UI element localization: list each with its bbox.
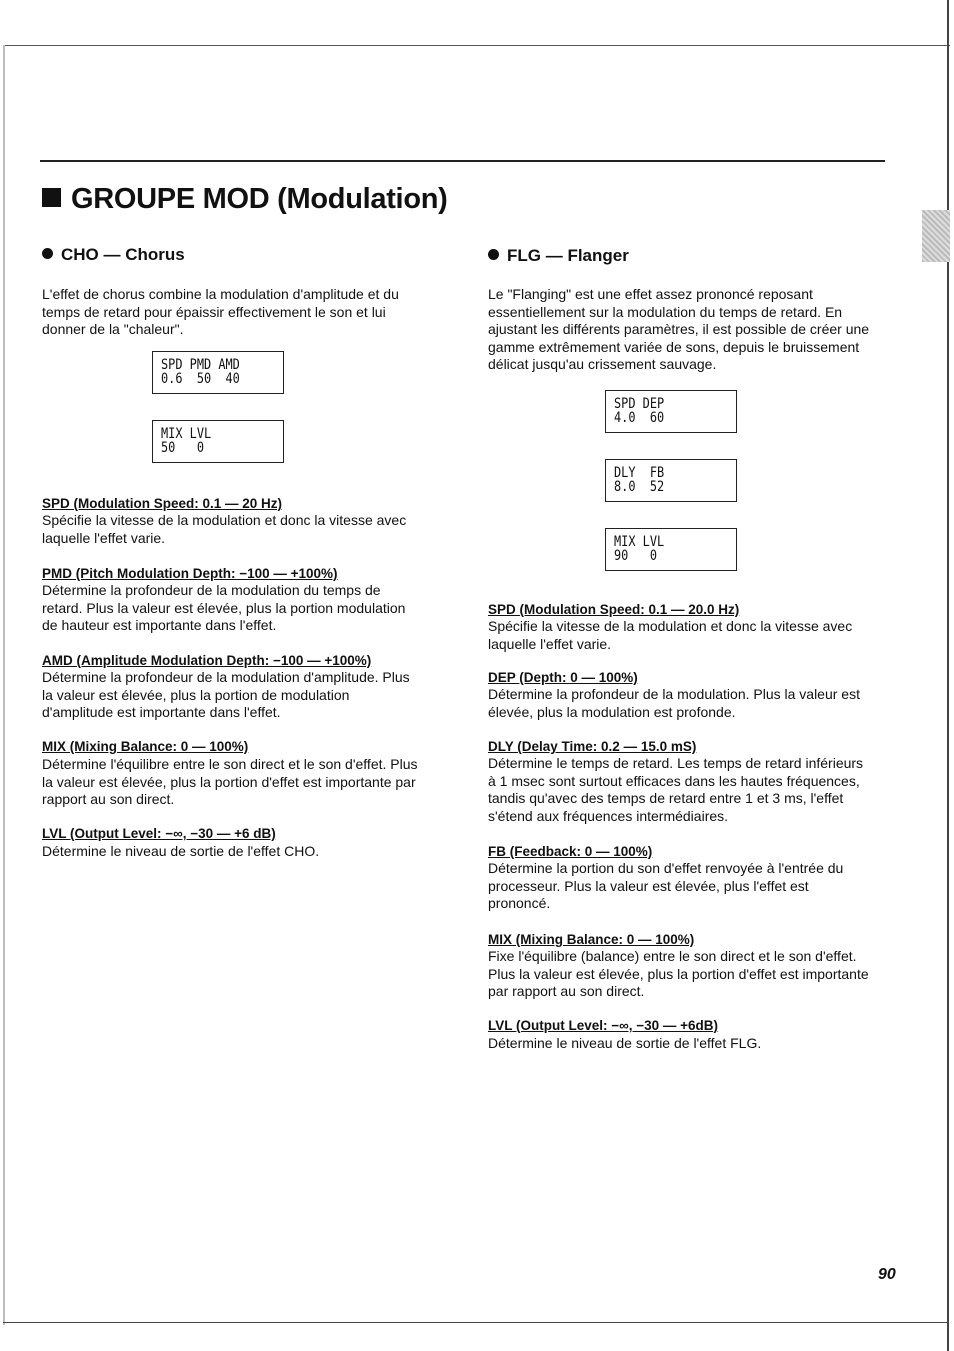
flg-dly-desc: Détermine le temps de retard. Les temps de retard inférieurs à 1 msec sont surtout efficaces dans les hautes fréquences, tandis qu'avec des temps de retard entre 1 et 3 ms, l'effet s'étend aux fréquences intermédiaires. (488, 755, 864, 824)
flg-mix-desc: Fixe l'équilibre (balance) entre le son direct et le son d'effet. Plus la valeur est élevée, plus la portion d'effet est importante par rapport au son direct. (488, 948, 869, 999)
scan-border-top (5, 45, 950, 46)
page-number: 90 (878, 1266, 896, 1283)
flg-heading: FLG — Flanger (488, 246, 629, 266)
cho-spd-label: SPD (Modulation Speed: 0.1 — 20 Hz) (42, 496, 283, 511)
flg-intro: Le "Flanging" est une effet assez prononcé reposant essentiellement sur la modulation du temps de retard. En ajustant les différents paramètres, il est possible de créer une gamme extrêmement variée de sons, depuis le bruissement délicat jusqu'au crissement sauvage. (488, 286, 870, 372)
page-title: GROUPE MOD (Modulation) (42, 183, 448, 216)
cho-amd-desc: Détermine la profondeur de la modulation d'amplitude. Plus la valeur est élevée, plus la portion de modulation d'amplitude est importante dans l'effet. (42, 669, 410, 720)
cho-amd-label: AMD (Amplitude Modulation Depth: −100 — +100%) (42, 653, 372, 668)
cho-lcd-spd-pmd-amd: SPD PMD AMD 0.6 50 40 (152, 351, 284, 394)
scan-border-left (3, 45, 5, 1325)
cho-lvl-label: LVL (Output Level: −∞, −30 — +6 dB) (42, 826, 276, 841)
cho-spd-desc: Spécifie la vitesse de la modulation et donc la vitesse avec laquelle l'effet varie. (42, 512, 407, 546)
flg-lvl-label: LVL (Output Level: −∞, −30 — +6dB) (488, 1018, 719, 1033)
flg-lcd-spd-dep: SPD DEP 4.0 60 (605, 390, 737, 433)
cho-mix-label: MIX (Mixing Balance: 0 — 100%) (42, 739, 249, 754)
flg-spd-desc: Spécifie la vitesse de la modulation et donc la vitesse avec laquelle l'effet varie. (488, 618, 853, 652)
scan-border-right (947, 0, 949, 1351)
cho-heading: CHO — Chorus (42, 245, 185, 265)
cho-pmd-desc: Détermine la profondeur de la modulation du temps de retard. Plus la valeur est élevée, plus la portion modulation de hauteur est importante dans l'effet. (42, 582, 406, 633)
flg-mix-label: MIX (Mixing Balance: 0 — 100%) (488, 932, 695, 947)
flg-lvl-desc: Détermine le niveau de sortie de l'effet FLG. (488, 1035, 762, 1051)
flg-fb-desc: Détermine la portion du son d'effet renvoyée à l'entrée du processeur. Plus la valeur est élevée, plus l'effet est prononcé. (488, 860, 844, 911)
round-bullet-icon (42, 248, 53, 259)
flg-dly-label: DLY (Delay Time: 0.2 — 15.0 mS) (488, 739, 697, 754)
flg-lcd-dly-fb: DLY FB 8.0 52 (605, 459, 737, 502)
section-rule (40, 160, 885, 162)
cho-pmd-label: PMD (Pitch Modulation Depth: −100 — +100%) (42, 566, 338, 581)
flg-spd-label: SPD (Modulation Speed: 0.1 — 20.0 Hz) (488, 602, 740, 617)
square-bullet-icon (42, 188, 61, 207)
cho-lcd-mix-lvl: MIX LVL 50 0 (152, 420, 284, 463)
round-bullet-icon (488, 249, 499, 260)
cho-lvl-desc: Détermine le niveau de sortie de l'effet CHO. (42, 843, 320, 859)
flg-fb-label: FB (Feedback: 0 — 100%) (488, 844, 653, 859)
flg-dep-desc: Détermine la profondeur de la modulation. Plus la valeur est élevée, plus la modulation est profonde. (488, 686, 860, 720)
flg-lcd-mix-lvl: MIX LVL 90 0 (605, 528, 737, 571)
cho-intro: L'effet de chorus combine la modulation d'amplitude et du temps de retard pour épaissir effectivement le son et lui donner de la "chaleur". (42, 286, 399, 337)
scan-border-bottom (3, 1322, 949, 1323)
cho-mix-desc: Détermine l'équilibre entre le son direct et le son d'effet. Plus la valeur est élevée, plus la portion d'effet est importante par rapport au son direct. (42, 756, 418, 807)
thumb-tab-marker (922, 210, 950, 262)
flg-dep-label: DEP (Depth: 0 — 100%) (488, 670, 638, 685)
